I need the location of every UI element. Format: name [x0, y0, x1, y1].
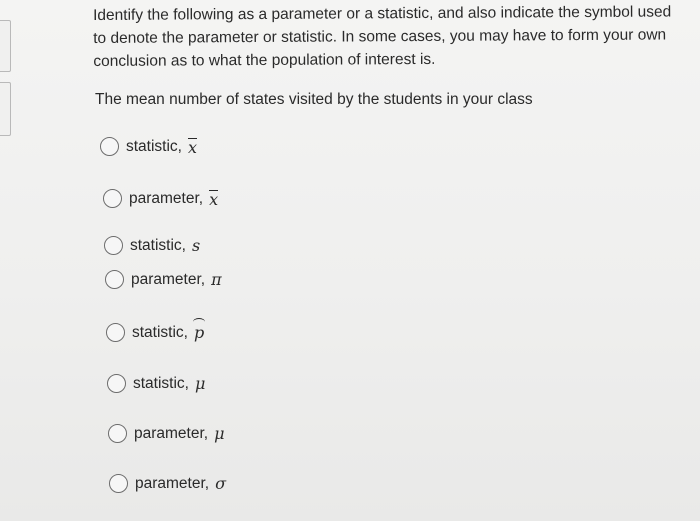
option-label: statistic, — [126, 137, 182, 155]
option-label: parameter, — [135, 474, 210, 492]
radio-button[interactable] — [107, 374, 126, 393]
x-bar-symbol: x — [209, 189, 219, 209]
s-symbol: s — [191, 236, 201, 255]
option-statistic-mu[interactable] — [107, 374, 205, 393]
option-label: parameter, — [131, 270, 206, 288]
x-bar-symbol: x — [187, 137, 198, 157]
option-parameter-mu[interactable] — [108, 424, 225, 443]
question-prompt: The mean number of states visited by the students in your class — [95, 91, 533, 108]
option-statistic-p-hat[interactable] — [106, 323, 204, 342]
option-label: statistic, — [130, 236, 186, 254]
sigma-symbol: σ — [215, 474, 227, 493]
radio-button[interactable] — [104, 236, 123, 255]
radio-button[interactable] — [109, 474, 128, 493]
pi-symbol: π — [211, 270, 222, 289]
question-text: Identify the following as a parameter or a statistic, and also indicate the symbol used to denote the parameter or statistic. In some cases, you may have to form your own conclusion as to what the population of interest is. — [93, 3, 672, 70]
option-label: parameter, — [129, 189, 204, 207]
mu-symbol: μ — [194, 374, 206, 393]
radio-button[interactable] — [106, 323, 125, 342]
option-statistic-s[interactable] — [104, 236, 200, 255]
radio-button[interactable] — [108, 424, 127, 443]
option-parameter-x-bar[interactable] — [103, 189, 218, 208]
option-label: statistic, — [132, 323, 188, 341]
p-hat-symbol: p — [193, 323, 205, 342]
option-parameter-pi[interactable] — [105, 270, 222, 289]
option-label: statistic, — [133, 374, 189, 392]
radio-button[interactable] — [103, 189, 122, 208]
radio-button[interactable] — [100, 137, 119, 156]
option-label: parameter, — [134, 424, 209, 442]
left-edge-tab — [0, 82, 11, 136]
option-parameter-sigma[interactable] — [109, 474, 226, 493]
left-window-edge — [0, 0, 12, 521]
radio-button[interactable] — [105, 270, 124, 289]
mu-symbol: μ — [214, 424, 225, 443]
left-edge-tab — [0, 20, 11, 72]
option-statistic-x-bar[interactable] — [100, 137, 197, 156]
